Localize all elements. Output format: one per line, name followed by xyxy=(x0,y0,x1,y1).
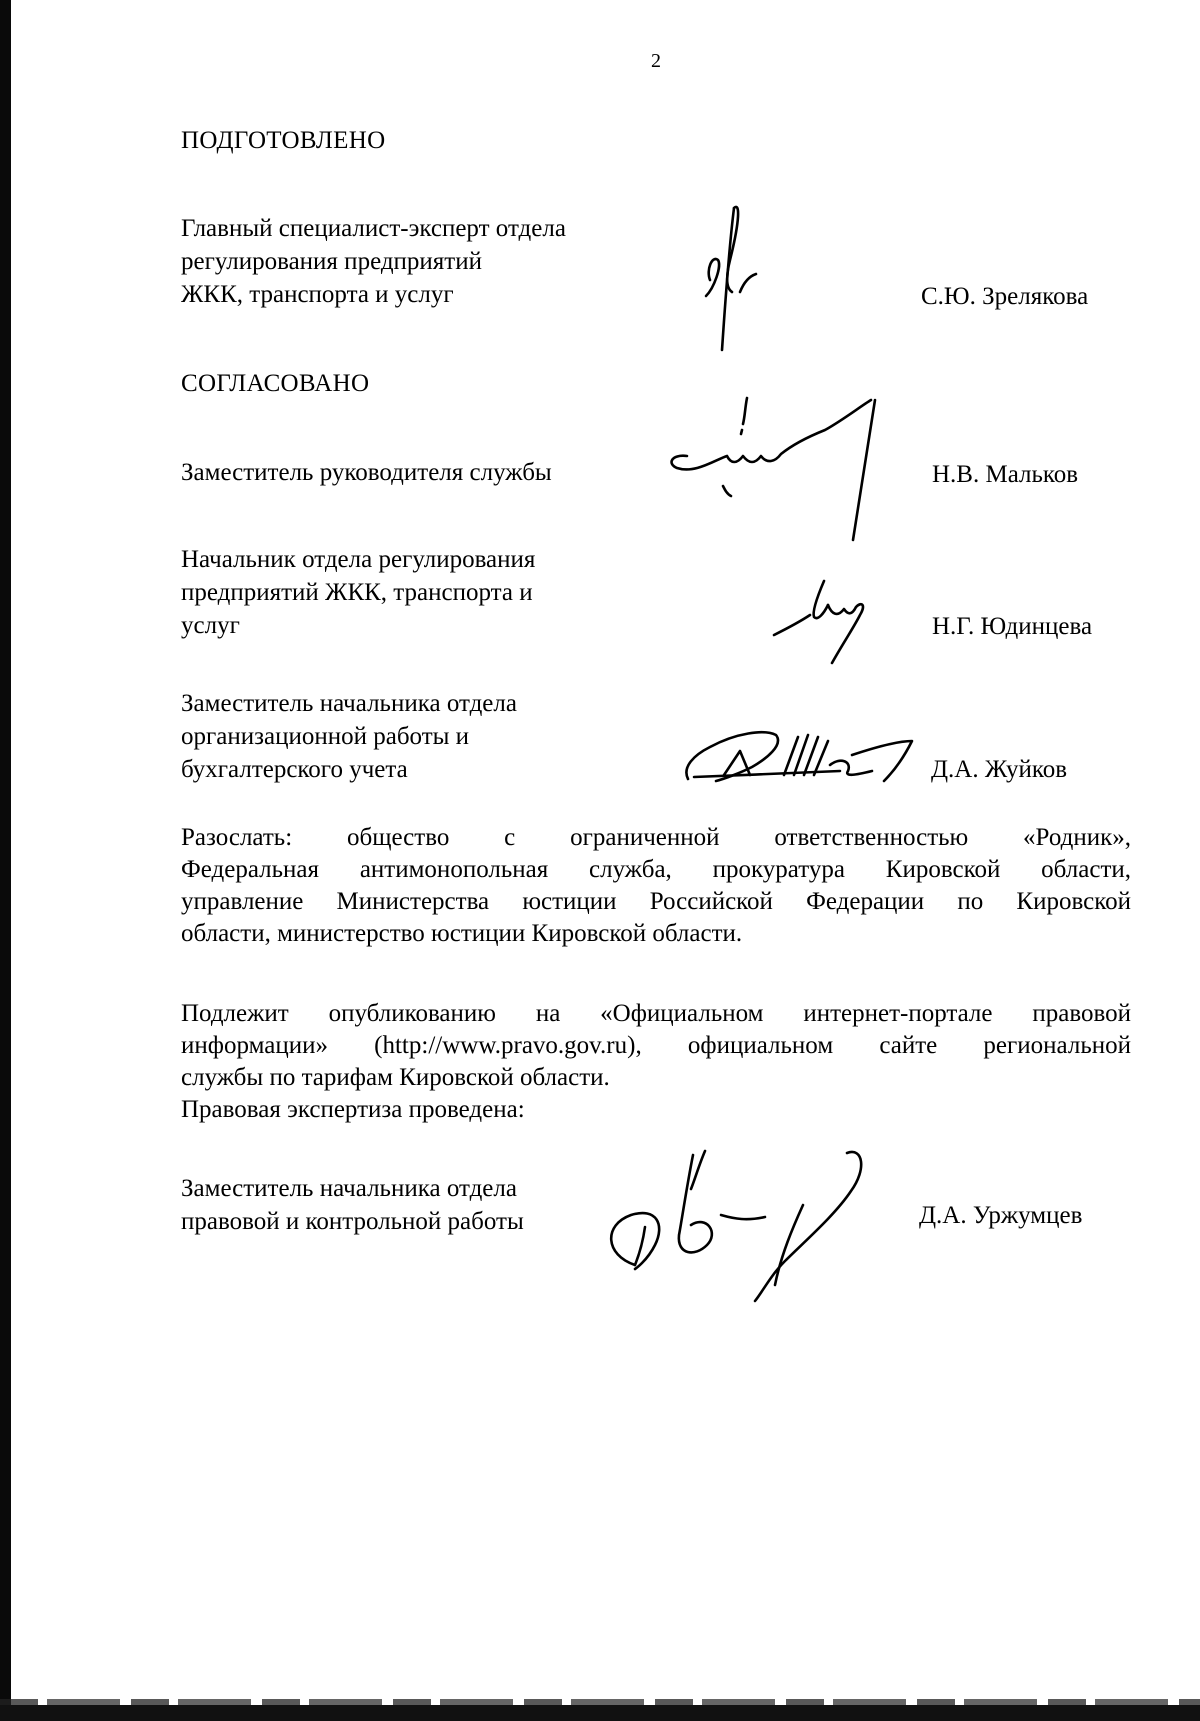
position-line: Главный специалист-эксперт отдела xyxy=(181,215,566,242)
prepared-heading: ПОДГОТОВЛЕНО xyxy=(181,127,386,154)
signatory-1-position xyxy=(181,456,552,489)
publication-line: Подлежит опубликованию на «Официальном интернет-портале правовой xyxy=(181,1000,1131,1027)
position-line: правовой и контрольной работы xyxy=(181,1208,524,1235)
publication-line: информации» (http://www.pravo.gov.ru), официальном сайте региональной xyxy=(181,1032,1131,1059)
position-line: Начальник отдела регулирования xyxy=(181,546,536,573)
legal-review-label: Правовая экспертиза проведена: xyxy=(181,1096,525,1123)
distribution-paragraph xyxy=(181,822,1131,950)
signature-urzhumtsev xyxy=(595,1145,885,1305)
signatory-3-position xyxy=(181,687,517,786)
position-line: услуг xyxy=(181,612,240,639)
scan-border-bottom xyxy=(0,1705,1200,1721)
legal-signatory-name: Д.А. Уржумцев xyxy=(919,1202,1083,1229)
signature-zrelyakova xyxy=(700,200,770,355)
scan-border-left xyxy=(0,0,11,1721)
signature-zhuykov xyxy=(680,715,920,795)
page-number: 2 xyxy=(651,50,661,72)
distribution-line: Федеральная антимонопольная служба, прокуратура Кировской области, xyxy=(181,856,1131,883)
distribution-line: области, министерство юстиции Кировской области. xyxy=(181,920,743,947)
signature-yudintseva xyxy=(770,575,875,670)
signatory-3-name: Д.А. Жуйков xyxy=(931,756,1068,783)
publication-line: службы по тарифам Кировской области. xyxy=(181,1064,610,1091)
signature-malkov xyxy=(665,390,895,545)
signatory-1-name: Н.В. Мальков xyxy=(932,461,1079,488)
position-line: организационной работы и xyxy=(181,723,470,750)
position-line: Заместитель начальника отдела xyxy=(181,1175,517,1202)
prepared-name: С.Ю. Зрелякова xyxy=(921,283,1089,310)
legal-signatory-position xyxy=(181,1172,524,1238)
position-line: ЖКК, транспорта и услуг xyxy=(181,281,454,308)
publication-paragraph xyxy=(181,998,1131,1094)
position-line: Заместитель начальника отдела xyxy=(181,690,517,717)
agreed-heading: СОГЛАСОВАНО xyxy=(181,370,370,397)
position-line: Заместитель руководителя службы xyxy=(181,459,552,486)
distribution-line: управление Министерства юстиции Российской Федерации по Кировской xyxy=(181,888,1131,915)
prepared-position xyxy=(181,212,566,311)
distribution-line: Разослать: общество с ограниченной ответственностью «Родник», xyxy=(181,824,1131,851)
position-line: предприятий ЖКК, транспорта и xyxy=(181,579,533,606)
signatory-2-name: Н.Г. Юдинцева xyxy=(932,613,1093,640)
position-line: регулирования предприятий xyxy=(181,248,482,275)
signatory-2-position xyxy=(181,543,535,642)
position-line: бухгалтерского учета xyxy=(181,756,408,783)
